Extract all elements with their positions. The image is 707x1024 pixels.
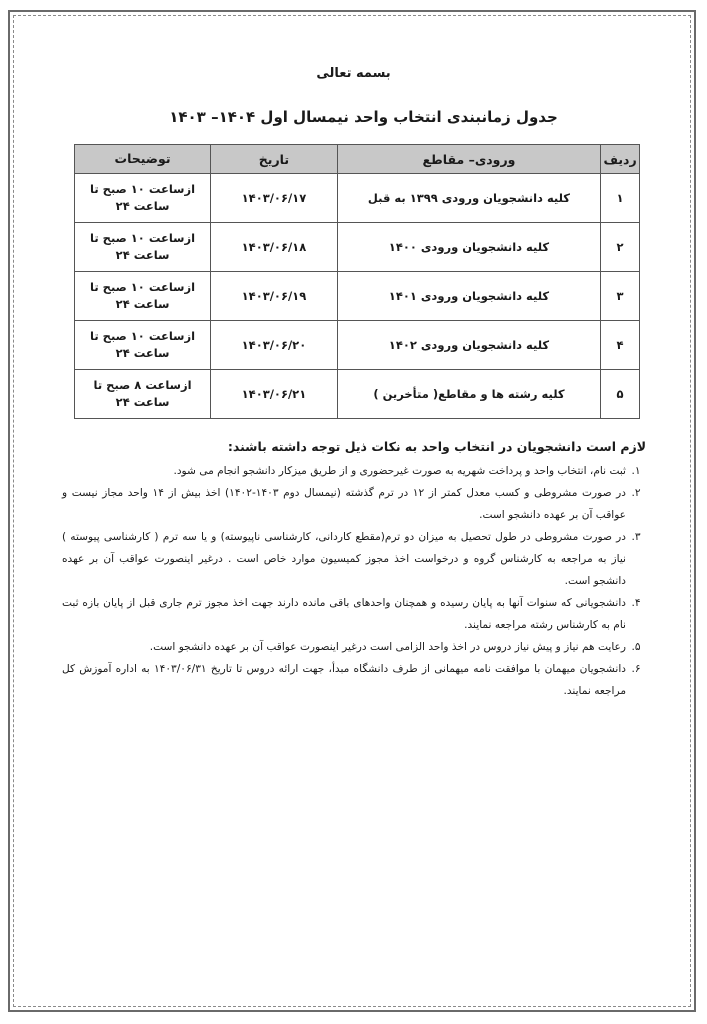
description-line-1: ازساعت ۱۰ صبح تا xyxy=(90,279,196,294)
basmala-heading: بسمه تعالی xyxy=(316,66,391,81)
date-value: ۱۴۰۳/۰۶/۲۰ xyxy=(241,338,307,352)
note-text: ثبت نام، انتخاب واحد و پرداخت شهریه به صورت غیرحضوری و از طریق میزکار دانشجو انجام می شود. xyxy=(173,465,626,477)
date-cell xyxy=(211,370,338,419)
row-number-cell: ۴ xyxy=(601,321,640,370)
table-row xyxy=(75,223,640,272)
note-text: رعایت هم نیاز و پیش نیاز دروس در اخذ واحد الزامی است درغیر اینصورت عواقب آن بر عهده دانشجو است. xyxy=(149,641,626,653)
note-number: ۳. xyxy=(631,531,641,543)
description-cell xyxy=(75,370,211,419)
row-number-cell: ۱ xyxy=(601,174,640,223)
note-number: ۱. xyxy=(631,465,641,477)
note-item xyxy=(62,482,646,526)
description-line-1: ازساعت ۱۰ صبح تا xyxy=(90,230,196,245)
header-group: ورودی– مقاطع xyxy=(337,145,600,174)
notes-heading: لازم است دانشجویان در انتخاب واحد به نکات ذیل توجه داشته باشند: xyxy=(227,439,646,454)
note-item xyxy=(62,658,646,702)
date-value: ۱۴۰۳/۰۶/۱۸ xyxy=(241,240,307,254)
table-row xyxy=(75,370,640,419)
description-cell xyxy=(75,272,211,321)
note-number: ۵. xyxy=(631,641,641,653)
note-number: ۲. xyxy=(631,487,641,499)
notes-section xyxy=(62,436,646,702)
date-value: ۱۴۰۳/۰۶/۱۷ xyxy=(241,191,307,205)
date-cell xyxy=(211,272,338,321)
note-item xyxy=(62,636,646,658)
header-date: تاریخ xyxy=(211,145,338,174)
header-description: توضیحات xyxy=(75,145,211,174)
description-line-2: ساعت ۲۴ xyxy=(115,346,170,360)
date-cell xyxy=(211,321,338,370)
group-cell: کلیه دانشجویان ورودی ۱۴۰۰ xyxy=(337,223,600,272)
description-line-1: ازساعت ۱۰ صبح تا xyxy=(90,181,196,196)
note-text: در صورت مشروطی و کسب معدل کمتر از ۱۲ در ترم گذشته (نیمسال دوم ۱۴۰۳-۱۴۰۲) اخذ بیش از ۱۴ واحد مجاز نیست و عواقب آن بر عهده دانشجو است. xyxy=(62,487,626,521)
note-text: دانشجویانی که سنوات آنها به پایان رسیده و همچنان واحدهای باقی مانده دارند جهت اخذ مجوز ترم جاری قبل از پایان بازه ثبت نام به کارشناس رشته مراجعه نمایند. xyxy=(62,597,626,631)
description-cell xyxy=(75,174,211,223)
note-item xyxy=(62,460,646,482)
page-title: جدول زمانبندی انتخاب واحد نیمسال اول ۱۴۰۴– ۱۴۰۳ xyxy=(169,108,558,126)
date-value: ۱۴۰۳/۰۶/۱۹ xyxy=(241,289,307,303)
group-cell: کلیه دانشجویان ورودی ۱۳۹۹ به قبل xyxy=(337,174,600,223)
description-line-1: ازساعت ۸ صبح تا xyxy=(93,377,192,392)
row-number-cell: ۳ xyxy=(601,272,640,321)
group-cell: کلیه دانشجویان ورودی ۱۴۰۲ xyxy=(337,321,600,370)
table-row xyxy=(75,174,640,223)
description-line-1: ازساعت ۱۰ صبح تا xyxy=(90,328,196,343)
schedule-table xyxy=(74,144,640,419)
date-cell xyxy=(211,223,338,272)
group-cell: کلیه رشته ها و مقاطع( متأخرین ) xyxy=(337,370,600,419)
description-cell xyxy=(75,223,211,272)
row-number-cell: ۲ xyxy=(601,223,640,272)
date-cell xyxy=(211,174,338,223)
note-text: در صورت مشروطی در طول تحصیل به میزان دو ترم(مقطع کاردانی، کارشناسی ناپیوسته) و یا سه ترم ( کارشناسی پیوسته ) نیاز به مراجعه به کارشناس گروه و درخواست اخذ مجوز کمیسیون موارد خاص است . درغیر اینصورت عواقب آن بر عهده دانشجو است. xyxy=(62,531,626,587)
description-line-2: ساعت ۲۴ xyxy=(115,248,170,262)
row-number-cell: ۵ xyxy=(601,370,640,419)
group-cell: کلیه دانشجویان ورودی ۱۴۰۱ xyxy=(337,272,600,321)
table-row xyxy=(75,272,640,321)
note-number: ۴. xyxy=(631,597,641,609)
description-cell xyxy=(75,321,211,370)
note-text: دانشجویان میهمان با موافقت نامه میهمانی از طرف دانشگاه مبدأ، جهت ارائه دروس تا تاریخ ۱۴۰۳/۰۶/۳۱ به اداره آموزش کل مراجعه نمایند. xyxy=(62,663,626,697)
description-line-2: ساعت ۲۴ xyxy=(115,297,170,311)
header-row-number: ردیف xyxy=(601,145,640,174)
table-header-row xyxy=(75,145,640,174)
description-line-2: ساعت ۲۴ xyxy=(115,199,170,213)
date-value: ۱۴۰۳/۰۶/۲۱ xyxy=(241,387,307,401)
note-item xyxy=(62,526,646,592)
table-row xyxy=(75,321,640,370)
description-line-2: ساعت ۲۴ xyxy=(115,395,170,409)
note-item xyxy=(62,592,646,636)
note-number: ۶. xyxy=(631,663,641,675)
